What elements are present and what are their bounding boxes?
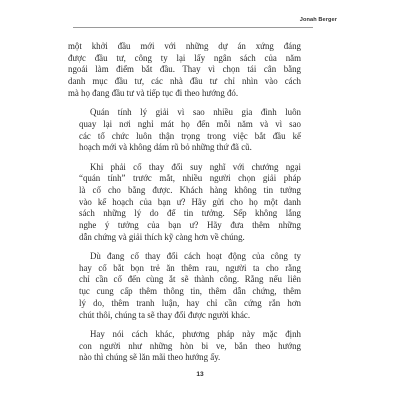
paragraph [68, 329, 301, 364]
text-line: mà họ đang đầu tư và tiếp tục đi theo hướng đó. [68, 87, 239, 98]
text-line: hoạch mới và không dám rũ bỏ những thứ đã cũ. [79, 142, 252, 153]
text-line: lý do, thêm tranh luận, hay chỉ cần cứng rắn hơn [79, 297, 301, 308]
paragraph [68, 162, 301, 244]
text-line: quay lại nơi nghỉ mát họ đến mỗi năm và vì sao [79, 118, 301, 129]
text-line: hay cố bắt bọn trẻ ăn thêm rau, người ta cho rằng [79, 262, 301, 273]
text-line: là cố cho bằng được. Khách hàng không tin tưởng [79, 184, 301, 195]
text-line: danh mục đầu tư, các nhà đầu tư chỉ nhìn vào cách [68, 76, 301, 87]
text-line: các tổ chức luôn thận trọng trong việc bắt đầu kế [79, 130, 301, 141]
text-line: ngoái làm điểm bắt đầu. Thay vì chọn tái cân bằng [68, 64, 301, 75]
text-line: chỉ cần cố đến cùng ắt sẽ thành công. Rằng nếu liên [79, 274, 301, 285]
text-line: Hay nói cách khác, phương pháp này mặc định [90, 328, 301, 339]
text-line: Khi phải cố thay đổi suy nghĩ với chướng ngại [90, 161, 301, 172]
text-line: tục cung cấp thêm thông tin, thêm dẫn chứng, thêm [79, 286, 301, 297]
text-line: Quán tính lý giải vì sao nhiều gia đình luôn [90, 107, 301, 118]
page-number: 13 [196, 371, 204, 378]
text-line: nào thì chúng sẽ lăn mãi theo hướng ấy. [79, 352, 221, 363]
text-line: dẫn chứng và giải thích kỹ càng hơn về chúng. [79, 231, 245, 242]
text-line: một khởi đầu mới với những dự án xứng đáng [68, 41, 301, 51]
body-text [68, 41, 301, 372]
text-line: vào kế hoạch của bạn ư? Hãy gửi cho họ một danh [79, 196, 301, 207]
text-line: sách những lý do để tin tưởng. Sếp không lắng [79, 208, 301, 219]
text-line: “quán tính” trước mắt, nhiều người chọn giải pháp [79, 173, 301, 184]
text-line: nghe ý tưởng của bạn ư? Hãy đưa thêm những [79, 220, 301, 231]
paragraph [68, 251, 301, 321]
text-line: con người như những hòn bi ve, bắn theo hướng [79, 340, 301, 351]
paragraph [68, 41, 301, 100]
text-line: chút thôi, chúng ta sẽ thay đổi được người khác. [79, 309, 251, 320]
header-rule [73, 27, 313, 28]
paragraph [68, 107, 301, 154]
text-line: được đầu tư, công ty lại lấy ngân sách của năm [68, 52, 301, 63]
text-line: Dù đang cố thay đổi cách hoạt động của công ty [90, 251, 301, 262]
running-head-author: Jonah Berger [299, 17, 337, 23]
